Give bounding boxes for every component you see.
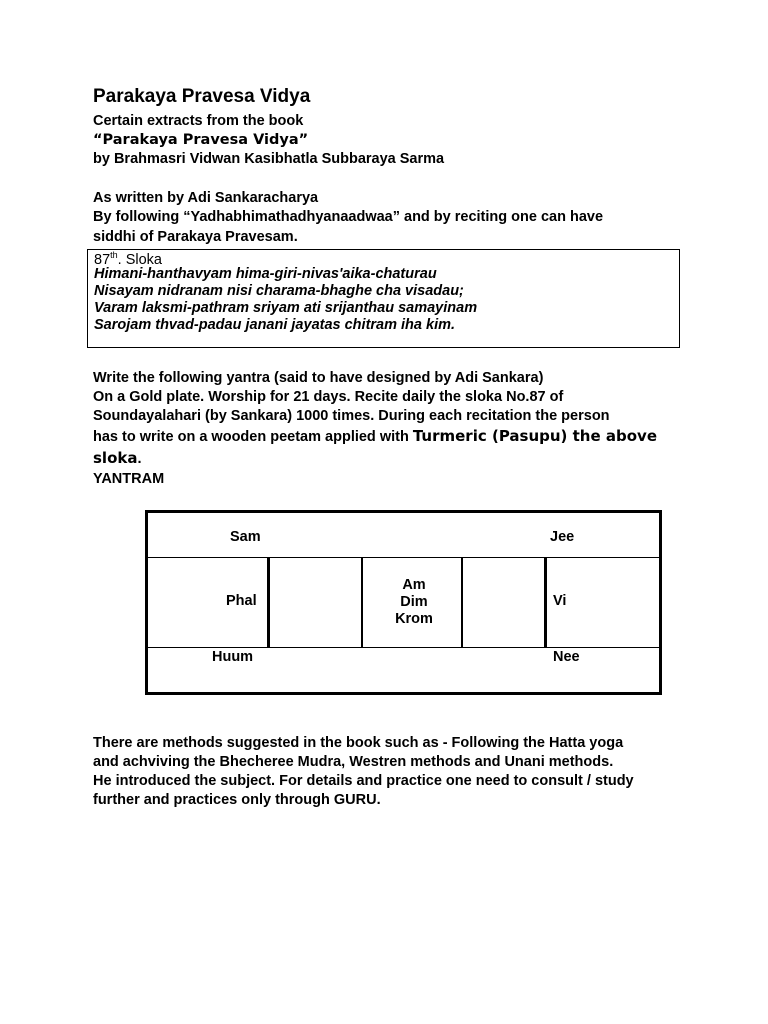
sloka-number: 87: [94, 251, 111, 268]
page-title: Parakaya Pravesa Vidya: [93, 86, 311, 107]
yantra-divider-v4: [544, 557, 547, 648]
yantra-divider-v2: [361, 557, 363, 648]
sloka-label: . Sloka: [117, 251, 162, 268]
instructions-line-3: Soundayalahari (by Sankara) 1000 times. During each recitation the person: [93, 408, 610, 424]
closing-line-3: He introduced the subject. For details and practice one need to consult / study: [93, 773, 634, 789]
yantra-center-1: Am: [402, 577, 426, 593]
yantra-top-right: Jee: [550, 529, 575, 545]
yantra-bottom-right: Nee: [553, 649, 580, 665]
sloka-line-3: Varam laksmi-pathram sriyam ati srijanthau samayinam: [94, 300, 478, 316]
instructions-line-5-emphasis: sloka: [93, 449, 138, 467]
yantram-label: YANTRAM: [93, 471, 165, 487]
intro-line-3: by Brahmasri Vidwan Kasibhatla Subbaraya Sarma: [93, 151, 445, 167]
yantra-center-3: Krom: [395, 611, 433, 627]
yantra-divider-v1: [267, 557, 270, 648]
closing-line-1: There are methods suggested in the book such as - Following the Hatta yoga: [93, 735, 624, 751]
written-line-2: By following “Yadhabhimathadhyanaadwaa” and by reciting one can have: [93, 209, 604, 225]
yantra-center: [366, 577, 462, 628]
sloka-number-suffix: th: [110, 250, 118, 260]
instructions-line-5: [93, 449, 142, 467]
instructions-line-5-end: .: [137, 451, 142, 467]
written-line-1: As written by Adi Sankaracharya: [93, 190, 319, 206]
instructions-line-4-emphasis: Turmeric (Pasupu) the above: [412, 427, 657, 445]
written-line-3: siddhi of Parakaya Pravesam.: [93, 229, 298, 245]
sloka-line-1: Himani-hanthavyam hima-giri-nivas'aika-chaturau: [94, 266, 437, 282]
instructions-line-4-text: has to write on a wooden peetam applied with: [93, 429, 413, 445]
intro-line-1: Certain extracts from the book: [93, 113, 304, 129]
yantra-mid-left: Phal: [226, 593, 257, 609]
yantra-center-2: Dim: [400, 594, 428, 610]
sloka-line-2: Nisayam nidranam nisi charama-bhaghe cha visadau;: [94, 283, 464, 299]
yantra-diagram: [145, 510, 662, 695]
yantra-mid-right: Vi: [553, 593, 567, 609]
intro-line-2: “Parakaya Pravesa Vidya”: [93, 132, 309, 148]
instructions-line-1: Write the following yantra (said to have designed by Adi Sankara): [93, 370, 544, 386]
instructions-line-4: [93, 427, 657, 445]
yantra-divider-bottom: [148, 647, 659, 648]
yantra-top-left: Sam: [230, 529, 261, 545]
yantra-bottom-left: Huum: [212, 649, 254, 665]
instructions-line-2: On a Gold plate. Worship for 21 days. Recite daily the sloka No.87 of: [93, 389, 564, 405]
closing-line-2: and achviving the Bhecheree Mudra, Westren methods and Unani methods.: [93, 754, 614, 770]
yantra-divider-top: [148, 557, 659, 558]
sloka-line-4: Sarojam thvad-padau janani jayatas chitram iha kim.: [94, 317, 456, 333]
closing-line-4: further and practices only through GURU.: [93, 792, 381, 808]
sloka-box: [87, 249, 680, 348]
